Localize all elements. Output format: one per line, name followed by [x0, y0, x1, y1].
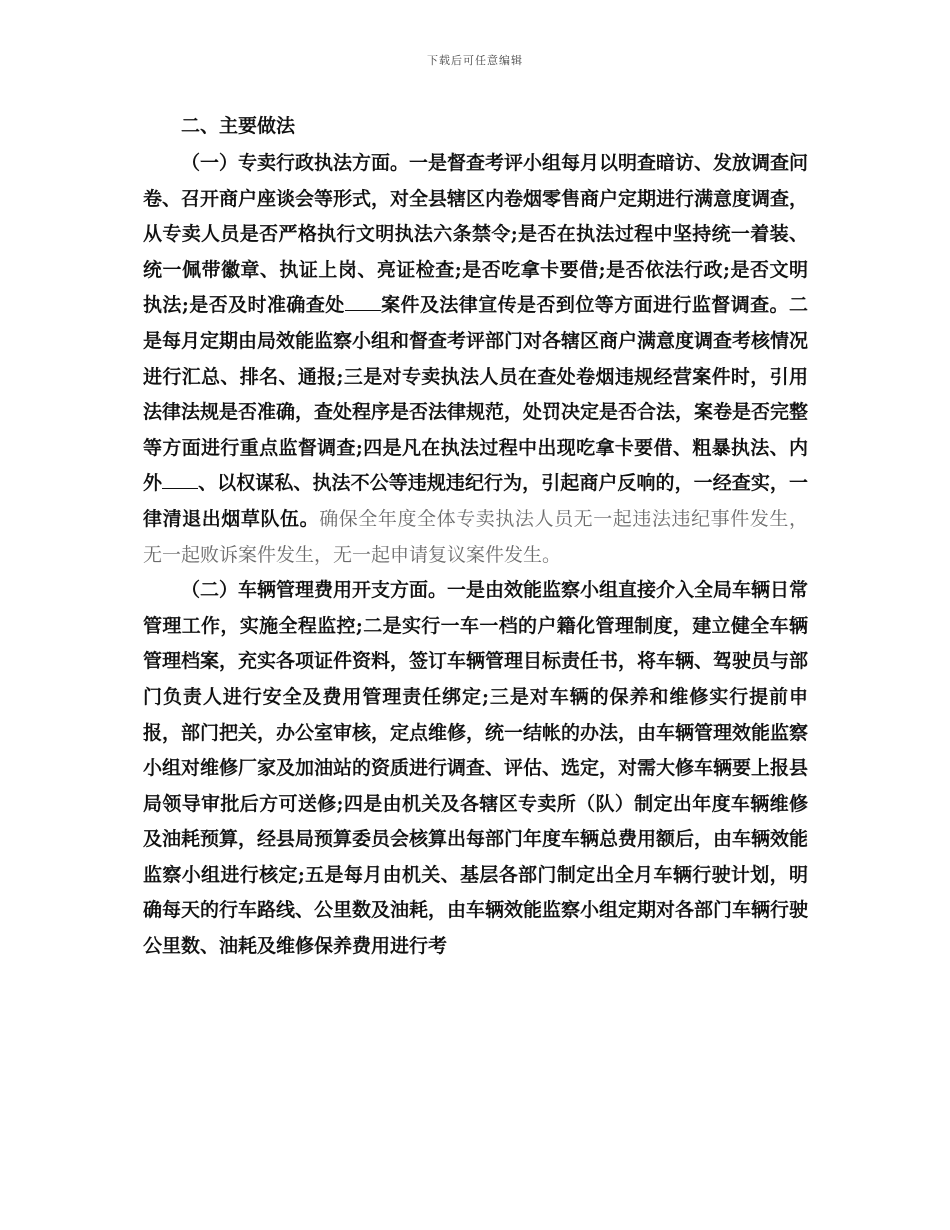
section-heading: 二、主要做法 — [181, 115, 296, 137]
paragraph-text: （二）车辆管理费用开支方面。一是由效能监察小组直接介入全局车辆日常管理工作，实施全程监控;二是实行一车一档的户籍化管理制度，建立健全车辆管理档案，充实各项证件资料，签订车辆管理目标责任书，将车辆、驾驶员与部门负责人进行安全及费用管理责任绑定;三是对车辆的保养和维修实行提前申报，部门把关，办公室审核，定点维修，统一结帐的办法，由车辆管理效能监察小组对维修厂家及加油站的资质进行调查、评估、选定，对需大修车辆要上报县局领导审批后方可送修;四是由机关及各辖区专卖所（队）制定出年度车辆维修及油耗预算，经县局预算委员会核算出每部门年度车辆总费用额后，由车辆效能监察小组进行核定;五是每月由机关、基层各部门制定出全月车辆行驶计划，明确每天的行车路线、公里数及油耗，由车辆效能监察小组定期对各部门车辆行驶公里数、油耗及维修保养费用进行考 — [143, 579, 809, 958]
paragraph-vehicles — [143, 573, 808, 965]
fill-blank — [345, 309, 381, 311]
paragraph-text: 、以权谋私、执法不公等违规违纪行为，引起商户反响的，一经查实，一律清退出烟草队伍。 — [143, 472, 808, 530]
document-body — [143, 112, 808, 965]
paragraph-text: （一）专卖行政执法方面。一是督查考评小组每月以明查暗访、发放调查问卷、召开商户座谈会等形式，对全县辖区内卷烟零售商户定期进行满意度调查，从专卖人员是否严格执行文明执法六条禁令;是否在执法过程中坚持统一着装、统一佩带徽章、执证上岗、亮证检查;是否吃拿卡要借;是否依法行政;是否文明执法;是否及时准确查处 — [143, 152, 809, 317]
page-header: 下载后可任意编辑 — [427, 54, 523, 67]
paragraph-enforcement — [143, 146, 808, 573]
fill-blank — [162, 487, 198, 489]
paragraph-text-muted: 确保全年度全体专卖执法人员无一起违法违纪事件发生，无一起败诉案件发生，无一起申请复议案件发生。 — [143, 507, 808, 566]
paragraph-text: 案件及法律宣传是否到位等方面进行监督调查。二是每月定期由局效能监察小组和督查考评部门对各辖区商户满意度调查考核情况进行汇总、排名、通报;三是对专卖执法人员在查处卷烟违规经营案件时，引用法律法规是否准确，查处程序是否法律规范，处罚决定是否合法，案卷是否完整等方面进行重点监督调查;四是凡在执法过程中出现吃拿卡要借、粗暴执法、内外 — [143, 294, 809, 495]
